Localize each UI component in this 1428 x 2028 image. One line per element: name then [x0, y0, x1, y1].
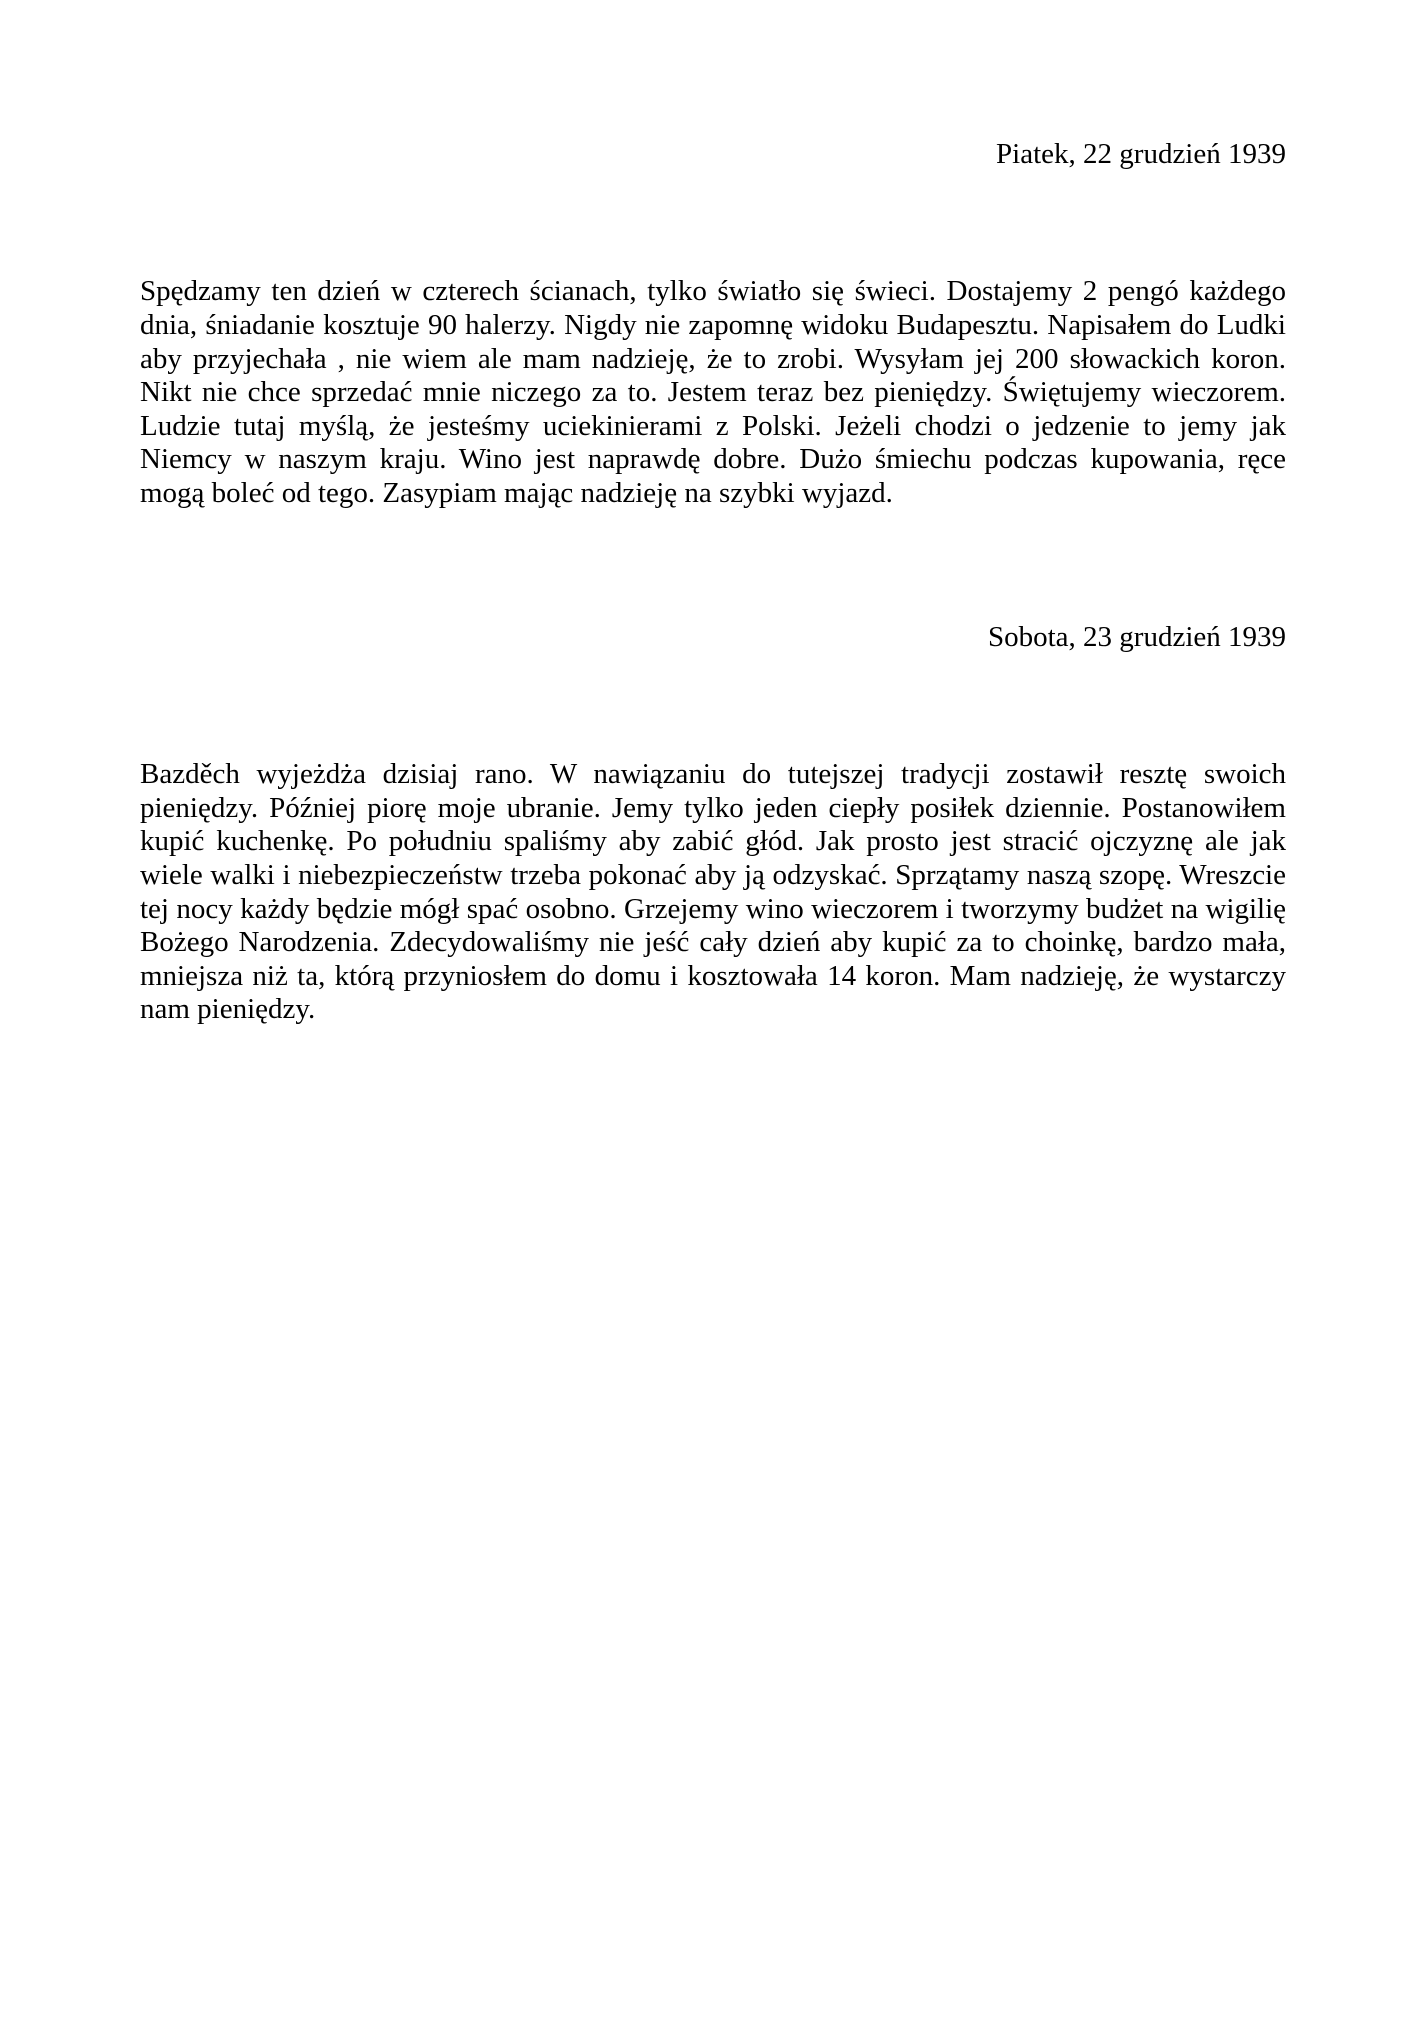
- entry-date: Piatek, 22 grudzień 1939: [996, 138, 1286, 170]
- entry-date: Sobota, 23 grudzień 1939: [987, 620, 1286, 653]
- diary-entry-2: [140, 621, 1286, 1027]
- entry-body: Bazděch wyjeżdża dzisiaj rano. W nawiązaniu do tutejszej tradycji zostawił resztę swoich pieniędzy. Później piorę moje ubranie. Jemy tylko jeden ciepły posiłek dziennie. Postanowiłem kupić kuchenkę. Po południu spaliśmy aby zabić głód. Jak prosto jest stracić ojczyznę ale jak wiele walki i niebezpieczeństw trzeba pokonać aby ją odzyskać. Sprzątamy naszą szopę. Wreszcie tej nocy każdy będzie mógł spać osobno. Grzejemy wino wieczorem i tworzymy budżet na wigilię Bożego Narodzenia. Zdecydowaliśmy nie jeść cały dzień aby kupić za to choinkę, bardzo mała, mniejsza niż ta, którą przyniosłem do domu i kosztowała 14 koron. Mam nadzieję, że wystarczy nam pieniędzy.: [140, 758, 1286, 1026]
- entry-body: Spędzamy ten dzień w czterech ścianach, tylko światło się świeci. Dostajemy 2 pengó każdego dnia, śniadanie kosztuje 90 halerzy. Nigdy nie zapomnę widoku Budapesztu. Napisałem do Ludki aby przyjechała , nie wiem ale mam nadzieję, że to zrobi. Wysyłam jej 200 słowackich koron. Nikt nie chce sprzedać mnie niczego za to. Jestem teraz bez pieniędzy. Świętujemy wieczorem. Ludzie tutaj myślą, że jesteśmy uciekinierami z Polski. Jeżeli chodzi o jedzenie to jemy jak Niemcy w naszym kraju. Wino jest naprawdę dobre. Dużo śmiechu podczas kupowania, ręce mogą boleć od tego. Zasypiam mając nadzieję na szybki wyjazd.: [140, 275, 1286, 510]
- diary-entry-1: [140, 138, 1286, 511]
